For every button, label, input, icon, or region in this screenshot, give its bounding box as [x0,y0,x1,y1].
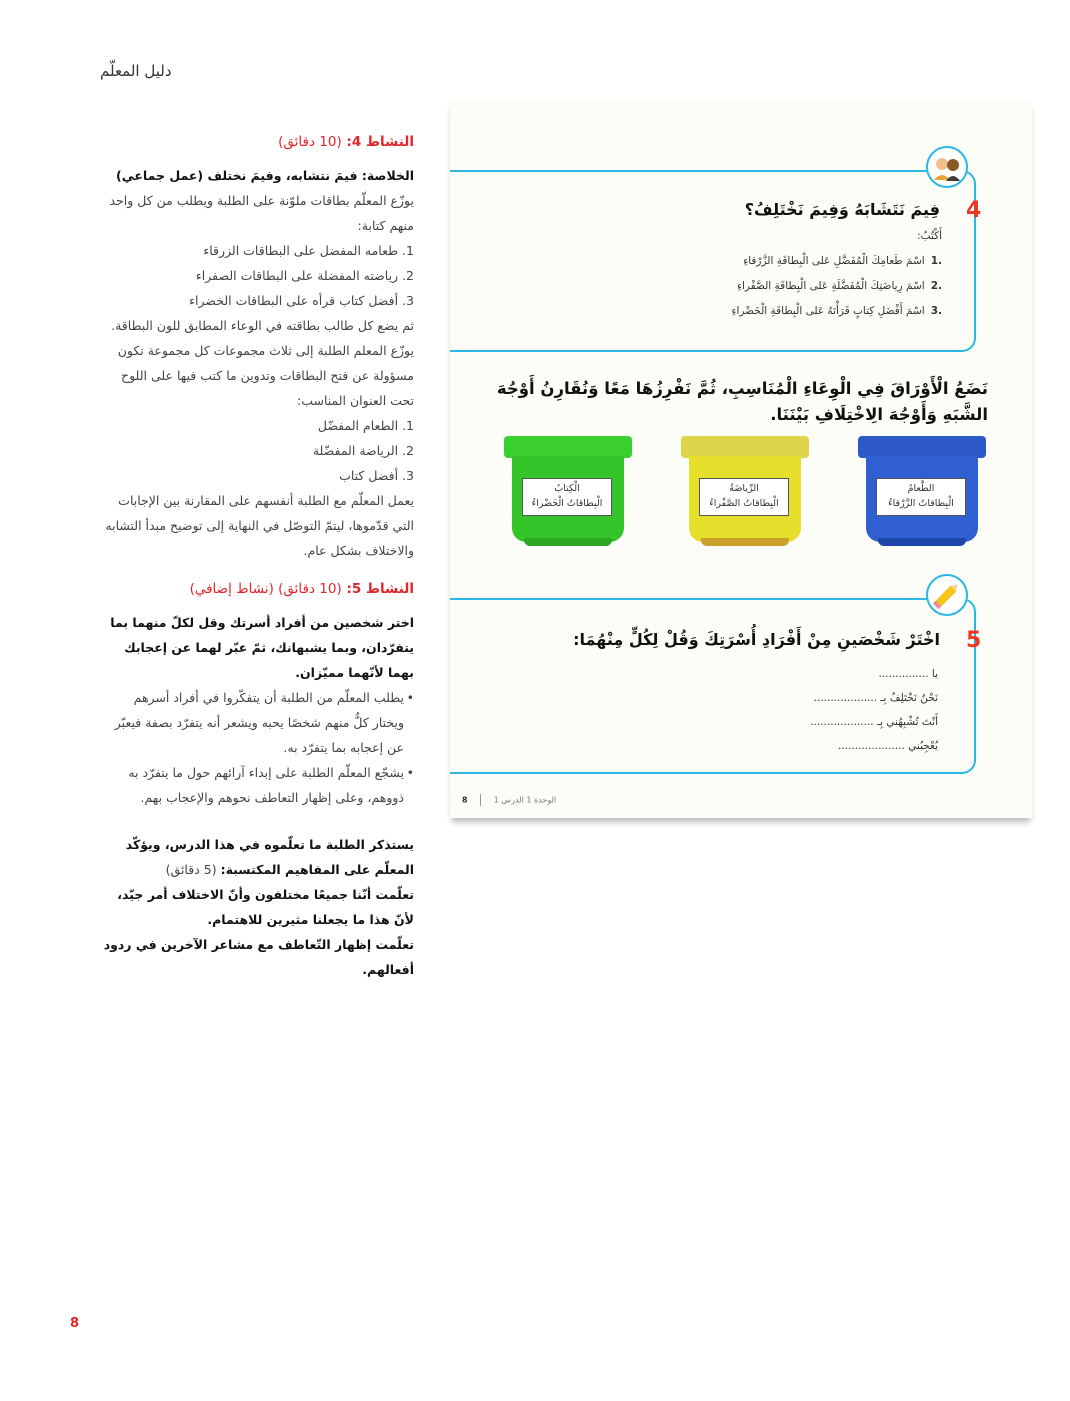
yellow-bucket-card [699,478,789,516]
question-4-number: 4 [966,198,982,223]
activity-4-heading [100,130,414,155]
heading-item: 1. الطعام المفضّل [317,418,414,433]
bucket-label: الرِّياضَةُ [729,483,759,494]
teacher-notes-column [100,130,414,982]
q5-line: نَحْنُ نَخْتَلِفُ بِـ ................... [813,692,938,704]
sorting-instruction: نَضَعُ الْأَوْرَاقَ فِي الْوِعَاءِ الْمُنَاسِبِ، ثُمَّ نَفْرِزُهَا مَعًا وَنُقَارِنُ أَوْجُهَ الشَّبَهِ وَأَوْجُهَ الِاخْتِلَافِ بَيْنَنَا. [496,379,988,424]
bullet-item: • يطلب المعلّم من الطلبة أن يتفكّروا في أفراد أسرهم ويختار كلٌّ منهم شخصًا يحبه ويشعر أنه يتفرّد بصفة فيعبّر عن إعجابه بما يتفرّد به. [100,685,414,760]
question-4-title: فِيمَ نَتَشَابَهُ وَفِيمَ نَخْتَلِفُ؟ [744,200,940,219]
activity-5-label: النشاط 5: [346,581,414,597]
blue-bucket [858,436,986,548]
q5-line: يا ............... [878,668,938,680]
q4-item-text: اسْمَ رِياضَتِكَ الْمُفَضَّلَةِ عَلى الْبِطاقَةِ الصَّفْراءِ [737,280,925,292]
recap-time: (5 دقائق) [165,862,217,877]
bucket-sublabel: الْبِطاقاتُ الصَّفْراءُ [709,498,779,509]
q4-item [732,305,942,317]
activity-4-intro: يوزّع المعلّم بطاقات ملوّنة على الطلبة ويطلب من كل واحد منهم كتابة: [109,193,414,233]
pencil-icon [926,574,968,616]
activity-4-conclusion: يعمل المعلّم مع الطلبة أنفسهم على المقارنة بين الإجابات التي قدّموها، ليتمّ التوصّل في النهاية إلى توضيح مبدأ التشابه والاختلاف بشكل عام. [105,493,414,558]
activity-5-task: اختر شخصين من أفراد أسرتك وقل لكلّ منهما بما يتفرّدان، وبما يشبهانك، ثمّ عبّر لهما عن إعجابك بهما لأنّهما مميّزان. [110,615,414,680]
activity-5-time: (10 دقائق) (نشاط إضافي) [189,581,342,597]
bullet-item: • يشجّع المعلّم الطلبة على إبداء آرائهم حول ما يتفرّد به ذووهم، وعلى إظهار التعاطف نحوهم والإعجاب بهم. [100,760,414,810]
activity-4-summary: الخلاصة: فيمَ نتشابه، وفيمَ نختلف (عمل جماعي) [116,168,414,183]
heading-item: 3. أفضل كتاب [339,468,414,483]
q4-item-number: .1 [930,255,942,267]
q4-item-number: .3 [930,305,942,317]
green-bucket-card [522,478,612,516]
guide-title: دليل المعلّم [100,62,172,80]
write-item: 1. طعامه المفضل على البطاقات الزرقاء [203,243,414,258]
question-5-title: اخْتَرْ شَخْصَينِ مِنْ أَفْرَادِ أُسْرَتِكَ وَقُلْ لِكُلٍّ مِنْهُمَا: [573,630,940,649]
q4-item [743,255,942,267]
page-number: 8 [70,1316,80,1331]
bucket-label: الطَّعامُ [907,483,935,494]
heading-item: 2. الرياضة المفضّلة [312,443,414,458]
q5-line: يُعْجِبُني .................... [838,740,938,752]
write-item: 3. أفضل كتاب قرأه على البطاقات الخضراء [189,293,414,308]
q4-item [737,280,942,292]
recap-paragraph [100,832,414,882]
green-bucket [504,436,632,548]
book-page-number: 8 [462,795,468,805]
book-footer [462,794,556,806]
people-icon [926,146,968,188]
q4-item-text: اسْمَ أَفْضَلِ كِتابٍ قَرَأْتَهُ عَلى الْبِطاقَةِ الْخَضْراءِ [731,305,925,317]
yellow-bucket [681,436,809,548]
blue-bucket-card [876,478,966,516]
q4-item-text: اسْمَ طَعامِكَ الْمُفَضَّلِ عَلى الْبِطاقَةِ الزَّرْقاءِ [743,255,925,267]
book-footer-text: الوحدة 1 الدرس 1 [493,795,557,805]
write-item: 2. رياضته المفضلة على البطاقات الصفراء [195,268,414,283]
bucket-sublabel: الْبِطاقاتُ الْخَضْراءُ [531,498,603,509]
learned-statement: تعلّمت أنّنا جميعًا مختلفون وأنّ الاختلاف أمر جيّد، لأنّ هذا ما يجعلنا مثيرين للاهتمام. [117,887,414,927]
activity-5-heading [100,577,414,602]
q5-line: أَنْتَ تُشْبِهُني بِـ ................... [810,716,938,728]
activity-4-label: النشاط 4: [346,134,414,150]
learned-statement: تعلّمت إظهار التّعاطف مع مشاعر الآخرين في ردود أفعالهم. [103,937,414,977]
question-5-number: 5 [966,628,982,653]
bucket-label: الْكِتابُ [554,483,580,494]
bucket-sublabel: الْبِطاقاتُ الزَّرْقاءُ [888,498,954,509]
q4-item-number: .2 [930,280,942,292]
write-label: أَكْتُبُ: [917,230,942,242]
student-book-page [450,100,1032,818]
recap-bold: يستذكر الطلبة ما تعلّموه في هذا الدرس، ويؤكّد المعلّم على المفاهيم المكتسبة: [125,837,414,877]
activity-4-paragraph: ثم يضع كل طالب بطاقته في الوعاء المطابق للون البطاقة. يوزّع المعلم الطلبة إلى ثلاث مجموعات كل مجموعة تكون مسؤولة عن فتح البطاقات وتدوين ما كتب فيها على اللوح تحت العنوان المناسب: [111,318,414,408]
activity-4-time: (10 دقائق) [278,134,342,150]
